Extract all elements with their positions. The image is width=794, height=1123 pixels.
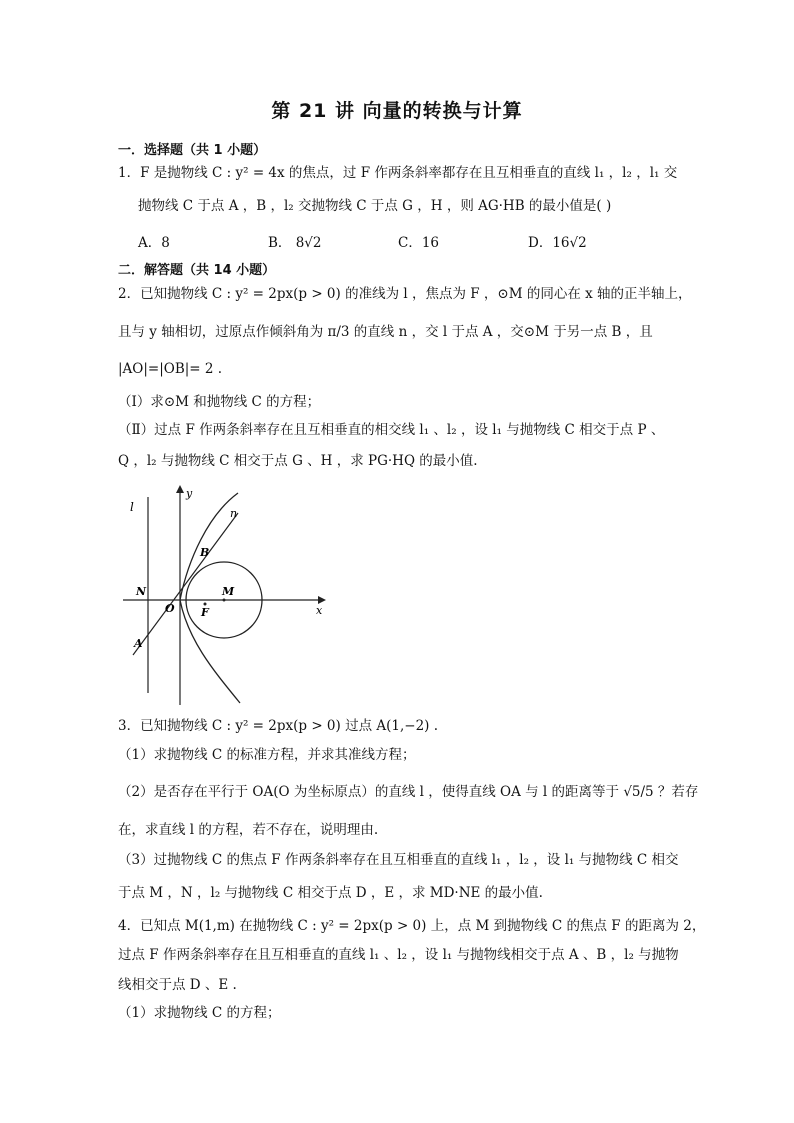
label-f: F [201, 606, 209, 619]
parabola-curve [180, 493, 240, 703]
q3-part-2b: 在，求直线 l 的方程，若不存在，说明理由. [118, 822, 379, 838]
q2-line-1: 2．已知抛物线 C : y² = 2px(p > 0) 的准线为 l ，焦点为 F ，⊙M 的同心在 x 轴的正半轴上， [118, 286, 692, 302]
q1-option-b: B． 8√2 [268, 235, 322, 251]
q2-line-3: |AO|=|OB|= 2 . [118, 361, 223, 377]
q2-part-2a: （Ⅱ）过点 F 作两条斜率存在且互相垂直的相交线 l₁ 、l₂ ，设 l₁ 与抛物线 C 相交于点 P 、 [118, 422, 665, 438]
section-heading-answer: 二．解答题（共 14 小题） [118, 263, 276, 278]
page-title: 第 21 讲 向量的转换与计算 [271, 100, 523, 122]
center-point [223, 599, 226, 602]
q2-part-1: （Ⅰ）求⊙M 和抛物线 C 的方程； [118, 394, 321, 410]
label-x: x [316, 604, 323, 617]
q4-part-1: （1）求抛物线 C 的方程； [118, 1005, 281, 1021]
q3-part-3b: 于点 M ，N ，l₂ 与抛物线 C 相交于点 D ，E ，求 MD·NE 的最小值. [118, 885, 543, 901]
label-l: l [130, 500, 134, 514]
q4-line-1: 4．已知点 M(1,m) 在抛物线 C : y² = 2px(p > 0) 上，点 M 到抛物线 C 的焦点 F 的距离为 2， [118, 918, 706, 934]
q3-part-1: （1）求抛物线 C 的标准方程，并求其准线方程； [118, 747, 416, 763]
q3-part-2a: （2）是否存在平行于 OA(O 为坐标原点）的直线 l ，使得直线 OA 与 l 的距离等于 √5/5 ？若存 [118, 784, 699, 800]
q1-option-d: D．16√2 [528, 235, 587, 251]
q2-line-2: 且与 y 轴相切，过原点作倾斜角为 π/3 的直线 n ，交 l 于点 A ，交⊙M 于另一点 B ，且 [118, 324, 653, 340]
q1-options [138, 231, 658, 251]
label-y: y [186, 487, 193, 500]
x-axis-arrow [318, 596, 326, 604]
q3-part-3a: （3）过抛物线 C 的焦点 F 作两条斜率存在且互相垂直的直线 l₁ ，l₂ ，设 l₁ 与抛物线 C 相交 [118, 852, 679, 868]
line-n [133, 513, 238, 655]
y-axis-arrow [176, 485, 184, 493]
label-o: O [165, 602, 175, 615]
q1-line-2: 抛物线 C 于点 A ，B ，l₂ 交抛物线 C 于点 G ，H ，则 AG·HB 的最小值是( ) [138, 198, 612, 214]
q1-line-1: 1．F 是抛物线 C : y² = 4x 的焦点，过 F 作两条斜率都存在且互相垂直的直线 l₁ ，l₂ ，l₁ 交 [118, 165, 678, 181]
q3-line-1: 3．已知抛物线 C : y² = 2px(p > 0) 过点 A(1,−2) . [118, 718, 439, 734]
label-n-point: N [136, 585, 147, 598]
q1-option-a: A．8 [138, 235, 170, 251]
q4-line-3: 线相交于点 D 、E . [118, 977, 237, 993]
q2-part-2b: Q ，l₂ 与抛物线 C 相交于点 G 、H ，求 PG·HQ 的最小值. [118, 453, 478, 469]
label-a: A [134, 637, 143, 650]
q4-line-2: 过点 F 作两条斜率存在且互相垂直的直线 l₁ 、l₂ ，设 l₁ 与抛物线相交于点 A 、B ，l₂ 与抛物 [118, 947, 679, 963]
label-n: n [230, 507, 238, 520]
label-b: B [200, 546, 210, 559]
q1-option-c: C．16 [398, 235, 440, 251]
label-m: M [222, 585, 235, 598]
parabola-figure [118, 485, 333, 710]
section-heading-choice: 一．选择题（共 1 小题） [118, 143, 267, 158]
